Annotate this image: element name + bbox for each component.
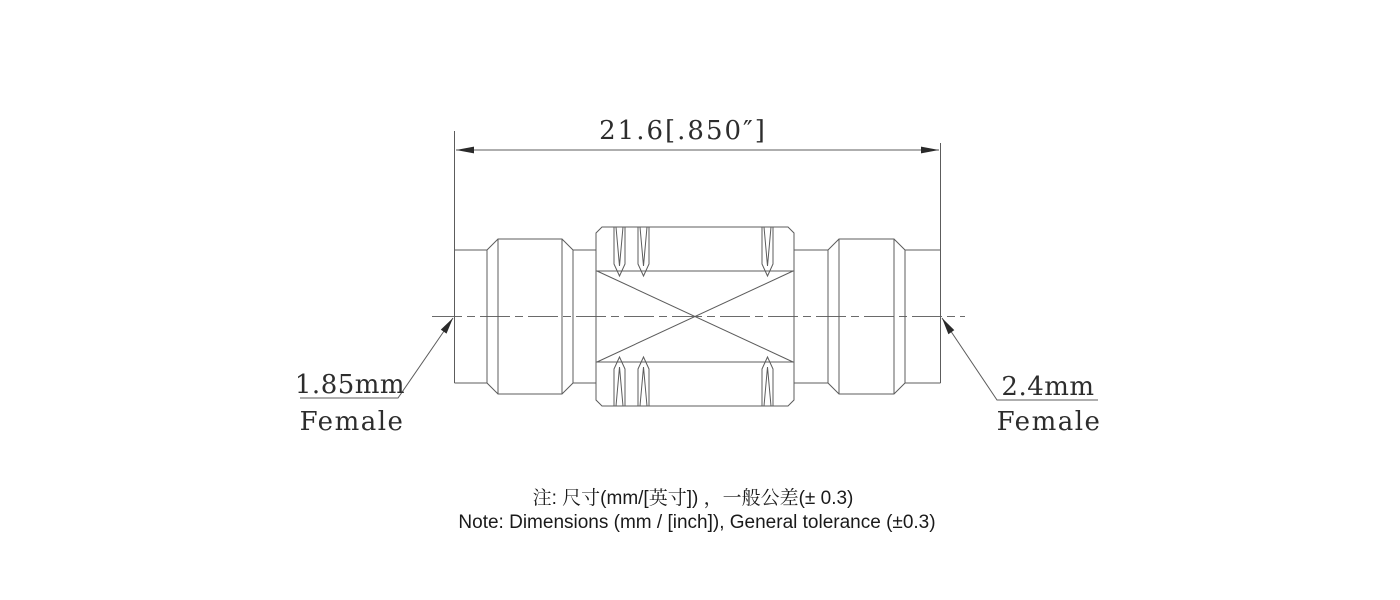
right-port-gender-label: Female xyxy=(996,407,1102,437)
left-port-gender-label: Female xyxy=(299,407,405,437)
left-port-size-label: 1.85mm xyxy=(294,370,406,400)
dimension-arrow-left-icon xyxy=(456,147,474,154)
bottom-grooves xyxy=(614,357,773,406)
overall-dimension-label: 21.6[.850″] xyxy=(599,116,767,146)
right-leader-arrow-icon xyxy=(942,318,954,334)
top-grooves xyxy=(614,227,773,276)
left-leader-arrow-icon xyxy=(441,318,453,334)
note-line-english: Note: Dimensions (mm / [inch]), General tolerance (±0.3) xyxy=(458,512,936,533)
right-port-size-label: 2.4mm xyxy=(1001,372,1095,402)
note-line-chinese: 注: 尺寸(mm/[英寸]) ，一般公差(± 0.3) xyxy=(532,488,854,509)
dimension-arrow-right-icon xyxy=(921,147,939,154)
left-connector-end xyxy=(455,239,597,394)
